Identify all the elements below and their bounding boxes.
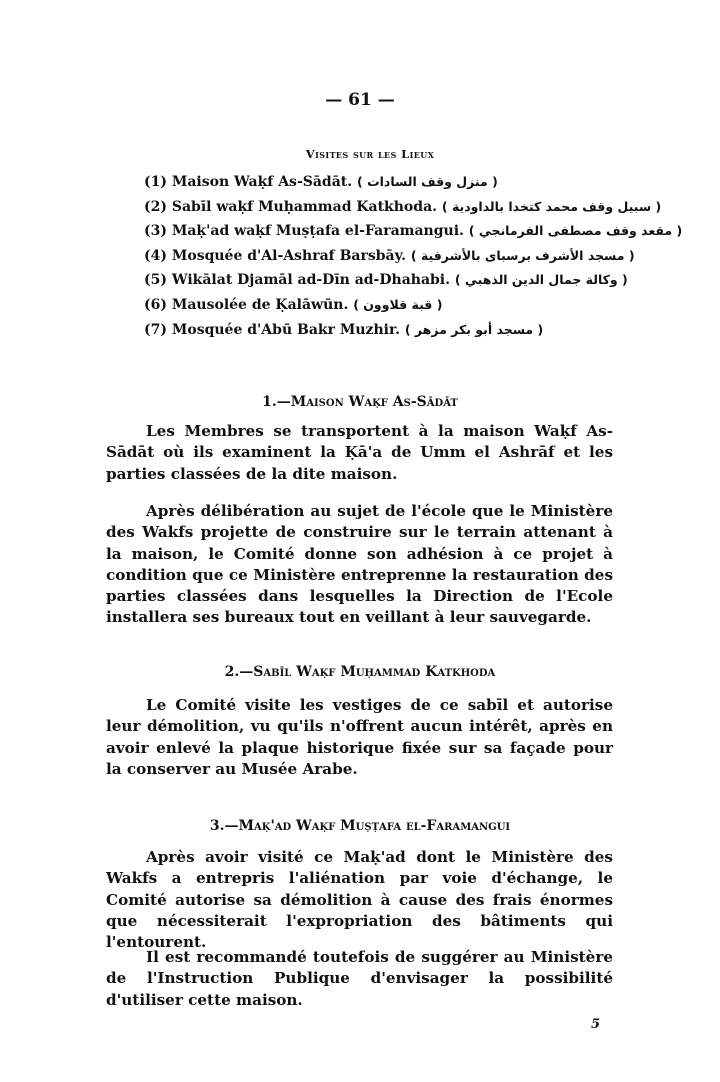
visit-label: (3) Maḳ'ad waḳf Muṣṭafa el-Faramangui. [144,223,464,240]
visit-arabic-name: ( مقعد وقف مصطفى الفرمانجي ) [468,223,683,239]
section-2-paragraph-1: Le Comité visite les vestiges de ce sabīl et autorise leur démolition, vu qu'ils n'offrent aucun intérêt, après en avoir enlevé la plaque historique fixée sur sa façade pour la conserver au Musée Arabe. [106,696,613,778]
visit-list-item [144,268,664,293]
section-1-paragraph-2: Après délibération au sujet de l'école que le Ministère des Wakfs projette de construire sur le terrain attenant à la maison, le Comité donne son adhésion à ce projet à condition que ce Ministère entreprenne la restauration des parties classées dans lesquelles la Direction de l'Ecole installera ses bureaux tout en veillant à leur sauvegarde. [106,502,613,627]
visit-label: (5) Wikālat Djamāl ad-Dīn ad-Dhahabi. [144,272,450,289]
visit-list-item [144,195,664,220]
visit-label: (7) Mosquée d'Abū Bakr Muzhir. [144,321,400,338]
visit-arabic-name: ( منزل وقف السادات ) [357,174,498,189]
visit-label: (4) Mosquée d'Al-Ashraf Barsbāy. [144,247,406,264]
visit-list-item [144,244,664,269]
section-3-paragraph-2: Il est recommandé toutefois de suggérer au Ministère de l'Instruction Publique d'envisager la possibilité d'utiliser cette maison. [106,948,613,1009]
visit-list-item [144,170,664,195]
section-1-paragraph-1: Les Membres se transportent à la maison Waḳf As-Sādāt où ils examinent la Ḳā'a de Umm el Ashrāf et les parties classées de la dite maison. [106,422,613,483]
visit-list [144,170,683,342]
visit-arabic-name: ( وكالة جمال الدين الذهبي ) [454,272,628,288]
visit-label: (6) Mausolée de Ḳalāwūn. [144,296,349,313]
visit-list-item [144,219,683,244]
section-3-paragraph-1: Après avoir visité ce Maḳ'ad dont le Ministère des Wakfs a entrepris l'aliénation par voie d'échange, le Comité autorise sa démolition à cause des frais énormes que nécessiterait l'expropriation des bâtiments qui l'entourent. [106,848,613,952]
visit-arabic-name: ( مسجد الأشرف برسباى بالأشرفية ) [410,247,635,263]
visits-title: Visites sur les Lieux [305,147,435,161]
signature-mark: 5 [591,1017,601,1032]
section-heading-2: 2.—Sabīl Waḳf Muḥammad Katkhoda [224,664,496,680]
visit-arabic-name: ( سبيل وقف محمد كتخدا بالداودية ) [441,198,662,214]
visit-list-item [144,293,664,318]
visit-label: (2) Sabīl waḳf Muḥammad Katkhoda. [144,198,438,215]
visit-arabic-name: ( قبة قلاوون ) [353,296,443,312]
visit-label: (1) Maison Waḳf As-Sādāt. [144,174,353,190]
visit-list-item [144,318,664,343]
section-heading-3: 3.—Maḳ'ad Waḳf Muṣṭafa el-Faramangui [209,818,511,834]
page-number: — 61 — [325,90,395,110]
section-heading-1: 1.—Maison Waḳf As-Sādāt [262,394,458,410]
visit-arabic-name: ( مسجد أبو بكر مزهر ) [404,321,544,337]
